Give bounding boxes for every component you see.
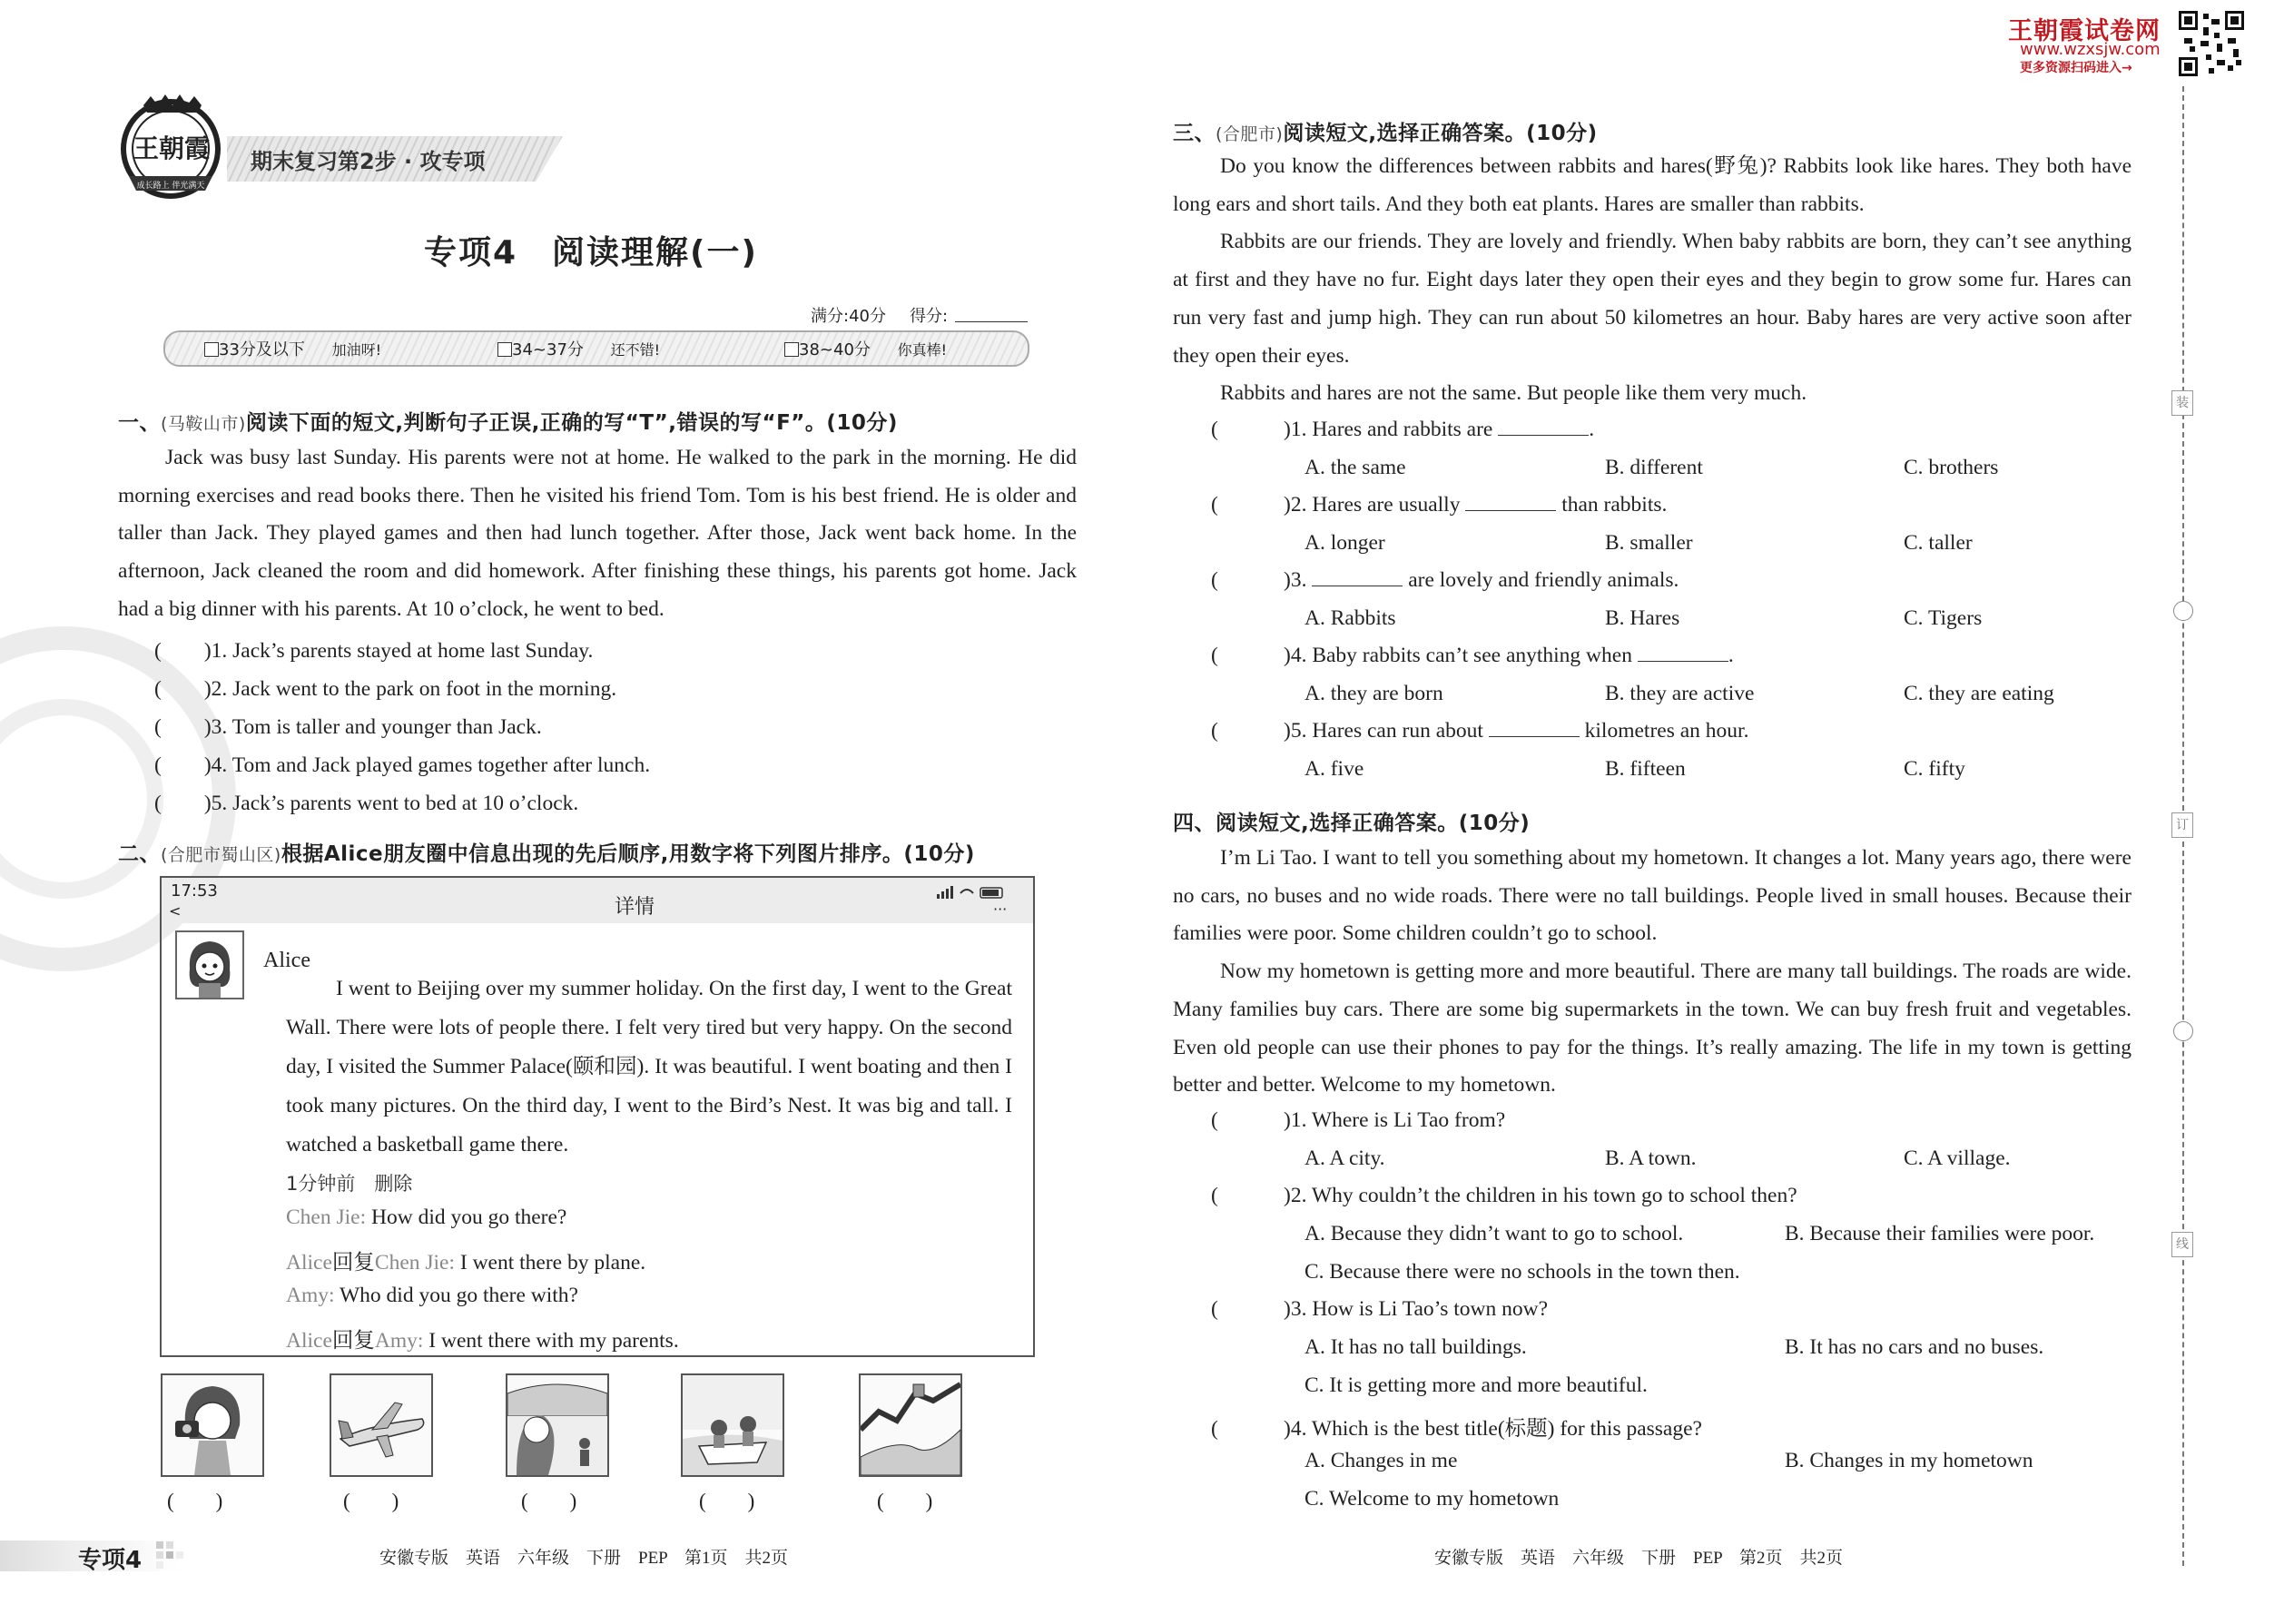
- answer-paren[interactable]: (: [154, 715, 204, 739]
- passage-paragraph: Rabbits are our friends. They are lovely and friendly. When baby rabbits are born, they can’t see anything at first and they have no fur. Eight days later they open their eyes and they begin to grow some fur. Hares can run very fast and jump high. They can run about 50 kilometres an hour. Baby hares are very active soon after they open their eyes.: [1173, 230, 2132, 368]
- post-meta[interactable]: 1分钟前 删除: [286, 1173, 413, 1195]
- s3-q1-option-c[interactable]: C. brothers: [1904, 456, 1999, 479]
- section2-heading: [118, 837, 975, 867]
- s1-question-4: [154, 747, 650, 778]
- range-label: 34~37分: [512, 340, 584, 359]
- margin-circle-icon: [2173, 601, 2193, 621]
- series-banner-text: 期末复习第2步 · 攻专项: [251, 149, 486, 174]
- s1-question-2: [154, 671, 616, 702]
- answer-paren[interactable]: (: [154, 792, 204, 815]
- heading-num: 二、: [118, 842, 161, 866]
- s4-q4-option-b[interactable]: B. Changes in my hometown: [1785, 1449, 2033, 1472]
- s3-q5-option-b[interactable]: B. fifteen: [1605, 757, 1686, 781]
- s4-q3-option-b[interactable]: B. It has no cars and no buses.: [1785, 1335, 2044, 1359]
- girl-avatar-icon: [177, 932, 242, 998]
- s3-question-5: [1211, 719, 1748, 743]
- checkbox-icon[interactable]: [204, 342, 219, 357]
- answer-paren[interactable]: (: [154, 639, 204, 663]
- phone-title: 详情: [615, 896, 655, 919]
- paren-close: ): [1284, 418, 1291, 441]
- reply-word: 回复: [331, 1329, 375, 1353]
- question-text: 2. Jack went to the park on foot in the morning.: [211, 677, 617, 701]
- score-range-1: [204, 337, 381, 360]
- section3-heading: [1173, 116, 1598, 146]
- comment-text: I went there by plane.: [455, 1251, 646, 1275]
- s4-question-3: [1211, 1297, 1548, 1322]
- picture-paren-3[interactable]: ( ): [521, 1490, 577, 1512]
- comment-label: 还不错!: [610, 341, 661, 359]
- passage-paragraph: I’m Li Tao. I want to tell you something about my hometown. It changes a lot. Many years ago, there were no cars, no buses and no wide roads. There were no tall buildings. People lived in small houses. Because their families were poor. Some children couldn’t go to school.: [1173, 846, 2132, 946]
- answer-paren[interactable]: (: [1211, 1108, 1218, 1132]
- heading-text: 阅读下面的短文,判断句子正误,正确的写“T”,错误的写“F”。(10分): [245, 411, 898, 435]
- s3-q4-option-b[interactable]: B. they are active: [1605, 682, 1755, 705]
- section3-passage: [1173, 148, 2132, 413]
- question-text-end: kilometres an hour.: [1579, 719, 1749, 743]
- question-text: 1. Hares and rabbits are: [1290, 418, 1499, 441]
- brand-url[interactable]: www.wzxsjw.com: [2020, 40, 2161, 59]
- answer-blank[interactable]: [1638, 645, 1728, 662]
- plane-icon: [331, 1375, 431, 1475]
- s4-q2-option-b[interactable]: B. Because their families were poor.: [1785, 1222, 2095, 1245]
- picture-paren-4[interactable]: ( ): [699, 1490, 755, 1512]
- question-text-end: than rabbits.: [1556, 493, 1668, 517]
- s4-q1-option-a[interactable]: A. A city.: [1305, 1147, 1385, 1170]
- picture-birds-nest: [506, 1373, 609, 1477]
- s4-q1-option-c[interactable]: C. A village.: [1904, 1147, 2011, 1170]
- s3-q4-option-c[interactable]: C. they are eating: [1904, 682, 2054, 705]
- s3-q3-option-a[interactable]: A. Rabbits: [1305, 606, 1396, 630]
- s4-q4-option-a[interactable]: A. Changes in me: [1305, 1449, 1458, 1472]
- s3-question-4: [1211, 644, 1734, 668]
- s4-question-2: [1211, 1184, 1797, 1208]
- score-range-3: [784, 337, 947, 360]
- score-blank: [955, 321, 1028, 322]
- s3-q5-option-a[interactable]: A. five: [1305, 757, 1364, 781]
- comment-author[interactable]: Amy:: [286, 1284, 335, 1307]
- logo-text: 王朝霞: [133, 133, 210, 163]
- answer-paren[interactable]: (: [154, 753, 204, 777]
- picture-plane: [330, 1373, 433, 1477]
- question-text: 2. Why couldn’t the children in his town go to school then?: [1290, 1184, 1797, 1207]
- answer-paren[interactable]: (: [1211, 1184, 1218, 1207]
- reply-to[interactable]: Amy:: [374, 1329, 424, 1353]
- question-text: 3. Tom is taller and younger than Jack.: [211, 715, 542, 739]
- s4-q3-option-c[interactable]: C. It is getting more and more beautiful.: [1305, 1373, 1648, 1397]
- phone-time: 17:53: [171, 881, 218, 901]
- reply-word: 回复: [331, 1251, 375, 1275]
- question-text: 3.: [1290, 568, 1313, 592]
- question-text: 1. Where is Li Tao from?: [1290, 1108, 1506, 1132]
- s4-q2-option-a[interactable]: A. Because they didn’t want to go to school.: [1305, 1222, 1684, 1245]
- comment-1: [286, 1206, 566, 1230]
- s3-q3-option-b[interactable]: B. Hares: [1605, 606, 1680, 630]
- answer-blank[interactable]: [1465, 494, 1556, 511]
- s3-q1-option-b[interactable]: B. different: [1605, 456, 1703, 479]
- s4-question-4: [1211, 1411, 1702, 1442]
- question-text: 3. How is Li Tao’s town now?: [1290, 1297, 1548, 1321]
- s3-q1-option-a[interactable]: A. the same: [1305, 456, 1406, 479]
- answer-paren[interactable]: (: [1211, 644, 1218, 667]
- heading-source: (合肥市): [1216, 124, 1284, 144]
- logo: [116, 93, 225, 202]
- answer-blank[interactable]: [1312, 569, 1403, 586]
- paren-close: ): [1284, 1297, 1291, 1321]
- paren-close: ): [1284, 1108, 1291, 1132]
- s1-question-5: [154, 785, 578, 816]
- s4-q2-option-c[interactable]: C. Because there were no schools in the town then.: [1305, 1260, 1740, 1284]
- heading-num: 一、: [118, 411, 161, 435]
- picture-paren-2[interactable]: ( ): [343, 1490, 399, 1512]
- boating-icon: [683, 1375, 783, 1475]
- s3-q2-option-b[interactable]: B. smaller: [1605, 531, 1693, 555]
- post-body: I went to Beijing over my summer holiday. On the first day, I went to the Great Wall. There were lots of people there. I felt very tired but very happy. On the second day, I visited the Summer Palace(颐和园). It was beautiful. I went boating and then I took many pictures. On the third day, I went to the Bird’s Nest. It was big and tall. I watched a basketball game there.: [286, 977, 1012, 1156]
- question-text: 4. Which is the best title(标题) for this passage?: [1290, 1417, 1702, 1441]
- comment-author[interactable]: Alice: [286, 1251, 332, 1275]
- passage-paragraph: Rabbits and hares are not the same. But people like them very much.: [1220, 381, 1807, 406]
- phone-statusbar: [162, 878, 1033, 923]
- question-text: 5. Jack’s parents went to bed at 10 o’clock.: [211, 792, 579, 815]
- answer-paren[interactable]: (: [1211, 568, 1218, 592]
- comment-text: Who did you go there with?: [334, 1284, 578, 1307]
- comment-text: How did you go there?: [366, 1206, 567, 1229]
- paren-close: ): [203, 753, 212, 777]
- birds-nest-icon: [507, 1375, 607, 1475]
- s4-q1-option-b[interactable]: B. A town.: [1605, 1147, 1697, 1170]
- paren-close: ): [203, 792, 212, 815]
- score-range-2: [497, 337, 660, 360]
- heading-source: (合肥市蜀山区): [161, 845, 281, 865]
- heading-text: 阅读短文,选择正确答案。(10分): [1283, 122, 1598, 145]
- comment-author[interactable]: Alice: [286, 1329, 332, 1353]
- checkbox-icon[interactable]: [497, 342, 512, 357]
- paren-close: ): [203, 677, 212, 701]
- heading-num: 三、: [1173, 122, 1216, 145]
- girl-camera-icon: [162, 1375, 262, 1475]
- question-text: 4. Tom and Jack played games together after lunch.: [211, 753, 651, 777]
- paren-close: ): [1284, 719, 1291, 743]
- picture-great-wall: [859, 1373, 962, 1477]
- range-label: 38~40分: [799, 340, 871, 359]
- comment-2: [286, 1245, 645, 1275]
- qr-code-icon[interactable]: [2179, 11, 2244, 76]
- footer-right: 安徽专版 英语 六年级 下册 PEP 第2页 共2页: [1434, 1549, 1844, 1568]
- footer-squares-icon: [156, 1541, 183, 1569]
- avatar[interactable]: [175, 930, 244, 999]
- s3-q5-option-c[interactable]: C. fifty: [1904, 757, 1965, 781]
- s3-question-1: [1211, 418, 1594, 442]
- footer-tag: 专项4: [78, 1547, 143, 1574]
- answer-blank[interactable]: [1498, 418, 1589, 436]
- s3-q2-option-a[interactable]: A. longer: [1305, 531, 1385, 555]
- question-text: 5. Hares can run about: [1290, 719, 1489, 743]
- comment-label: 你真棒!: [897, 341, 948, 359]
- answer-paren[interactable]: (: [1211, 1417, 1218, 1441]
- brand-name[interactable]: 王朝霞试卷网: [2008, 17, 2161, 45]
- paren-close: ): [203, 639, 212, 663]
- answer-paren[interactable]: (: [1211, 418, 1218, 441]
- margin-mark-3: 线: [2171, 1232, 2193, 1257]
- question-text: 1. Jack’s parents stayed at home last Sunday.: [211, 639, 594, 663]
- answer-paren[interactable]: (: [1211, 493, 1218, 517]
- paren-close: ): [1284, 568, 1291, 592]
- comment-4: [286, 1323, 679, 1353]
- range-label: 33分及以下: [219, 340, 305, 359]
- question-text-end: are lovely and friendly animals.: [1403, 568, 1679, 592]
- margin-mark-2: 订: [2171, 812, 2193, 838]
- picture-camera-girl: [161, 1373, 264, 1477]
- score-full: 满分:40分: [811, 307, 886, 326]
- question-text-end: .: [1728, 644, 1734, 667]
- s4-question-1: [1211, 1108, 1505, 1133]
- answer-blank[interactable]: [1489, 720, 1580, 737]
- footer-left: 安徽专版 英语 六年级 下册 PEP 第1页 共2页: [379, 1549, 789, 1568]
- s4-q4-option-c[interactable]: C. Welcome to my hometown: [1305, 1487, 1560, 1511]
- reply-to[interactable]: Chen Jie:: [374, 1251, 456, 1275]
- comment-author[interactable]: Chen Jie:: [286, 1206, 367, 1229]
- s4-q3-option-a[interactable]: A. It has no tall buildings.: [1305, 1335, 1527, 1359]
- margin-mark-1: 装: [2171, 390, 2193, 416]
- s1-question-3: [154, 709, 542, 740]
- s3-question-2: [1211, 493, 1667, 517]
- paren-close: ): [1284, 644, 1291, 667]
- s3-q4-option-a[interactable]: A. they are born: [1305, 682, 1443, 705]
- section4-heading: 四、阅读短文,选择正确答案。(10分): [1173, 812, 1531, 835]
- question-text: 4. Baby rabbits can’t see anything when: [1290, 644, 1638, 667]
- question-text: 2. Hares are usually: [1290, 493, 1466, 517]
- paren-close: ): [1284, 1417, 1291, 1441]
- s1-question-1: [154, 633, 593, 664]
- signal-battery-icon: [935, 885, 1008, 898]
- comment-label: 加油呀!: [331, 341, 382, 359]
- phone-back[interactable]: <: [169, 902, 182, 920]
- picture-boating: [681, 1373, 784, 1477]
- logo-motto: 成长路上 伴光满天: [136, 182, 205, 191]
- post-username[interactable]: Alice: [263, 949, 310, 972]
- paren-close: ): [1284, 1184, 1291, 1207]
- answer-paren[interactable]: (: [154, 677, 204, 701]
- picture-paren-1[interactable]: ( ): [167, 1490, 223, 1512]
- post-text: [286, 969, 1012, 1165]
- page-title: 专项4 阅读理解(一): [424, 234, 758, 271]
- section1-passage: [118, 439, 1077, 629]
- comment-3: [286, 1284, 578, 1308]
- section1-heading: [118, 406, 898, 436]
- s3-q3-option-c[interactable]: C. Tigers: [1904, 606, 1983, 630]
- picture-paren-5[interactable]: ( ): [877, 1490, 933, 1512]
- brand-slogan: 更多资源扫码进入→: [2020, 61, 2132, 75]
- answer-paren[interactable]: (: [1211, 719, 1218, 743]
- s3-question-3: [1211, 568, 1679, 593]
- s3-q2-option-c[interactable]: C. taller: [1904, 531, 1973, 555]
- comment-text: I went there with my parents.: [423, 1329, 679, 1353]
- answer-paren[interactable]: (: [1211, 1297, 1218, 1321]
- question-text-end: .: [1589, 418, 1595, 441]
- passage-paragraph: Do you know the differences between rabbits and hares(野兔)? Rabbits look like hares. They both have long ears and short tails. And they both eat plants. Hares are smaller than rabbits.: [1173, 154, 2132, 216]
- heading-text: 根据Alice朋友圈中信息出现的先后顺序,用数字将下列图片排序。(10分): [281, 842, 975, 866]
- score-got-label: 得分:: [910, 307, 949, 326]
- passage-paragraph: Now my hometown is getting more and more beautiful. There are many tall buildings. The roads are wide. Many families buy cars. There are some big supermarkets in the town. We can buy fresh fruit and vegetables. Even old people can use their phones to pay for the things. It’s really amazing. The life in my town is getting better and better. Welcome to my hometown.: [1173, 960, 2132, 1097]
- phone-more[interactable]: ···: [993, 901, 1008, 918]
- passage-text: Jack was busy last Sunday. His parents were not at home. He walked to the park in the morning. He did morning exercises and read books there. Then he visited his friend Tom. Tom is his best friend. He is older and taller than Jack. They played games and then had lunch together. After those, Jack went back home. In the afternoon, Jack cleaned the room and did homework. After finishing these things, his parents got home. Jack had a big dinner with his parents. At 10 o’clock, he went to bed.: [118, 446, 1077, 621]
- paren-close: ): [203, 715, 212, 739]
- margin-circle-icon: [2173, 1021, 2193, 1041]
- section4-passage: [1173, 840, 2132, 1105]
- checkbox-icon[interactable]: [784, 342, 799, 357]
- great-wall-icon: [861, 1375, 960, 1475]
- paren-close: ): [1284, 493, 1291, 517]
- heading-source: (马鞍山市): [161, 414, 246, 434]
